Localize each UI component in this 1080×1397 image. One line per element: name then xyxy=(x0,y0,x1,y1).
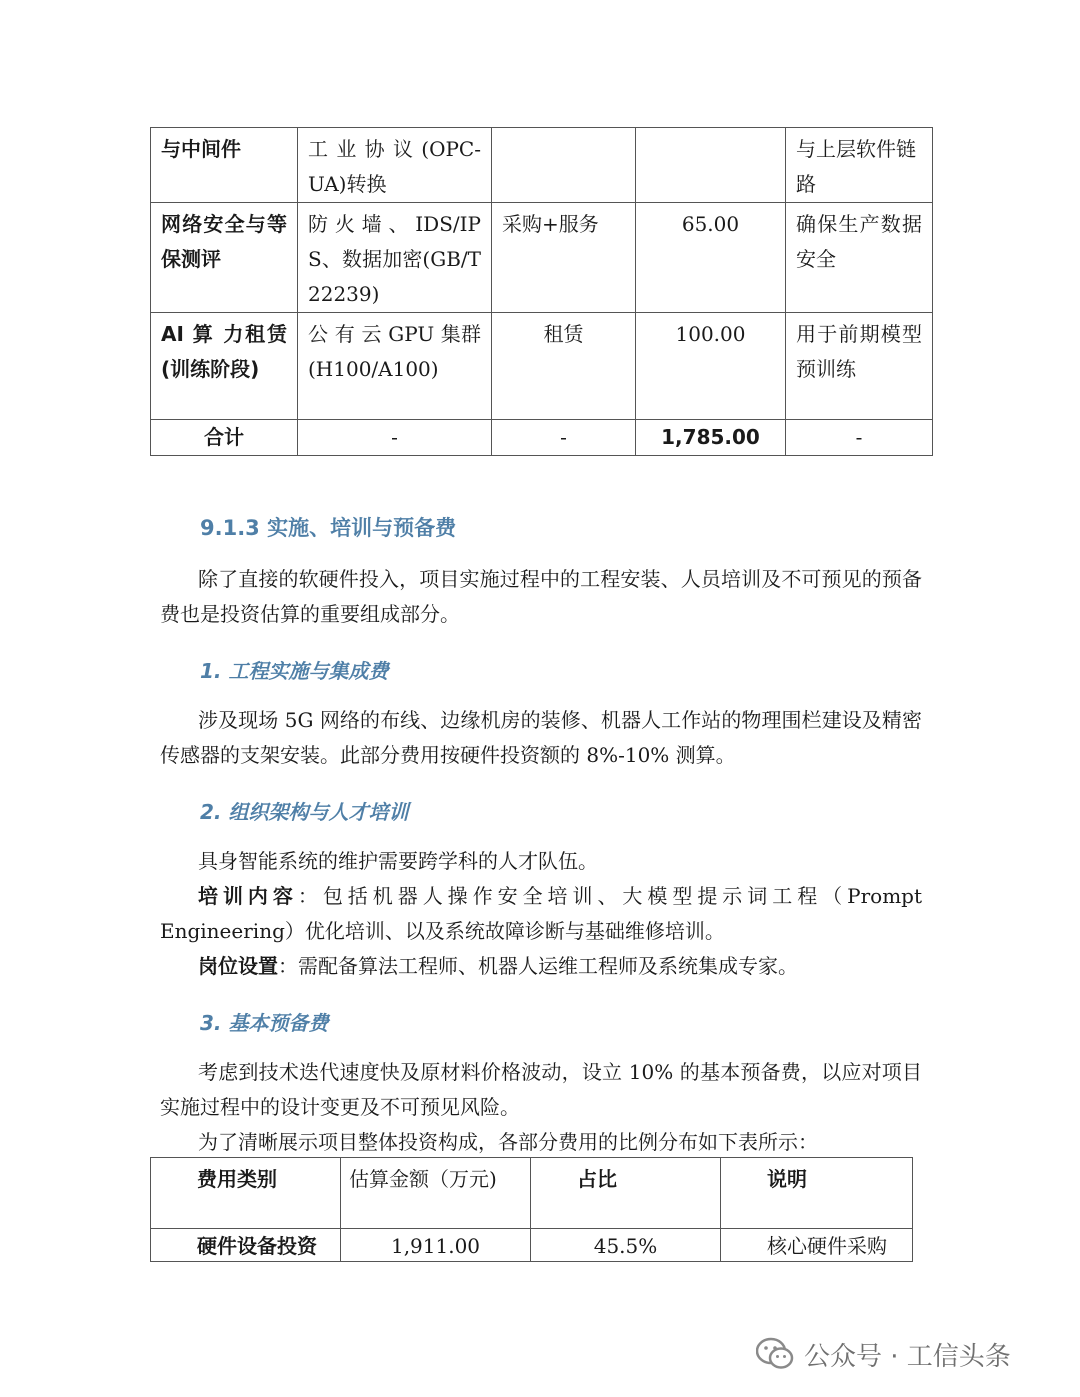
post-paragraph xyxy=(160,949,922,984)
table-cell xyxy=(636,128,786,203)
table-cell: 硬件设备投资 xyxy=(151,1229,341,1262)
table-cell: 公 有 云 GPU 集群 (H100/A100) xyxy=(298,313,492,420)
table-cell: 与中间件 xyxy=(151,128,298,203)
subsection-heading: 3. 基本预备费 xyxy=(200,1011,329,1035)
post-label: 岗位设置 xyxy=(198,954,278,978)
training-paragraph xyxy=(160,879,922,949)
table-header-cell: 占比 xyxy=(531,1158,721,1229)
paragraph: 考虑到技术迭代速度快及原材料价格波动，设立 10% 的基本预备费，以应对项目实施过程中的设计变更及不可预见风险。 xyxy=(160,1060,922,1119)
table-cell: AI 算 力租赁(训练阶段) xyxy=(151,313,298,420)
table-cell: 与上层软件链路 xyxy=(786,128,933,203)
table-row xyxy=(151,128,933,203)
table-cell: 工 业 协 议 (OPC-UA)转换 xyxy=(298,128,492,203)
table-header-cell: 说明 xyxy=(721,1158,913,1229)
table-intro: 为了清晰展示项目整体投资构成，各部分费用的比例分布如下表所示： xyxy=(198,1130,818,1154)
table-cell: 65.00 xyxy=(636,203,786,313)
table-cell: 合计 xyxy=(151,420,298,456)
table-header-cell: 估算金额（万元) xyxy=(341,1158,531,1229)
table-cell: 租赁 xyxy=(492,313,636,420)
intro-paragraph: 除了直接的软硬件投入，项目实施过程中的工程安装、人员培训及不可预见的预备费也是投资估算的重要组成部分。 xyxy=(160,567,922,626)
post-text: ：需配备算法工程师、机器人运维工程师及系统集成专家。 xyxy=(278,954,798,978)
table-row-total xyxy=(151,420,933,456)
table-header-cell: 费用类别 xyxy=(151,1158,341,1229)
wechat-icon xyxy=(756,1337,794,1371)
table-row xyxy=(151,203,933,313)
paragraph: 具身智能系统的维护需要跨学科的人才队伍。 xyxy=(198,849,598,873)
table-cell: 100.00 xyxy=(636,313,786,420)
table-cell: 1,785.00 xyxy=(636,420,786,456)
table-cell: 防 火 墙 、 IDS/IPS、数据加密(GB/T 22239) xyxy=(298,203,492,313)
table-row xyxy=(151,1229,913,1262)
table-row xyxy=(151,313,933,420)
table-cell: 确保生产数据安全 xyxy=(786,203,933,313)
table-cell: 1,911.00 xyxy=(341,1229,531,1262)
investment-table-continued xyxy=(150,127,933,456)
table-cell: 采购+服务 xyxy=(492,203,636,313)
table-cell xyxy=(492,128,636,203)
table-header-row xyxy=(151,1158,913,1229)
subsection-heading: 1. 工程实施与集成费 xyxy=(200,659,389,683)
table-cell: 核心硬件采购 xyxy=(721,1229,913,1262)
table-cell: - xyxy=(492,420,636,456)
cost-breakdown-table xyxy=(150,1157,913,1262)
section-heading: 9.1.3 实施、培训与预备费 xyxy=(200,516,457,540)
watermark xyxy=(756,1334,1011,1374)
table-cell: 45.5% xyxy=(531,1229,721,1262)
table-cell: - xyxy=(786,420,933,456)
subsection-heading: 2. 组织架构与人才培训 xyxy=(200,800,409,824)
training-text: ：包括机器人操作安全培训、大模型提示词工程（Prompt Engineering）优化培训、以及系统故障诊断与基础维修培训。 xyxy=(160,884,922,943)
table-cell: - xyxy=(298,420,492,456)
watermark-text: 公众号 · 工信头条 xyxy=(804,1341,1011,1372)
paragraph: 涉及现场 5G 网络的布线、边缘机房的装修、机器人工作站的物理围栏建设及精密传感器的支架安装。此部分费用按硬件投资额的 8%-10% 测算。 xyxy=(160,708,922,767)
table-cell: 用于前期模型预训练 xyxy=(786,313,933,420)
training-label: 培训内容 xyxy=(198,884,298,908)
table-cell: 网络安全与等保测评 xyxy=(151,203,298,313)
